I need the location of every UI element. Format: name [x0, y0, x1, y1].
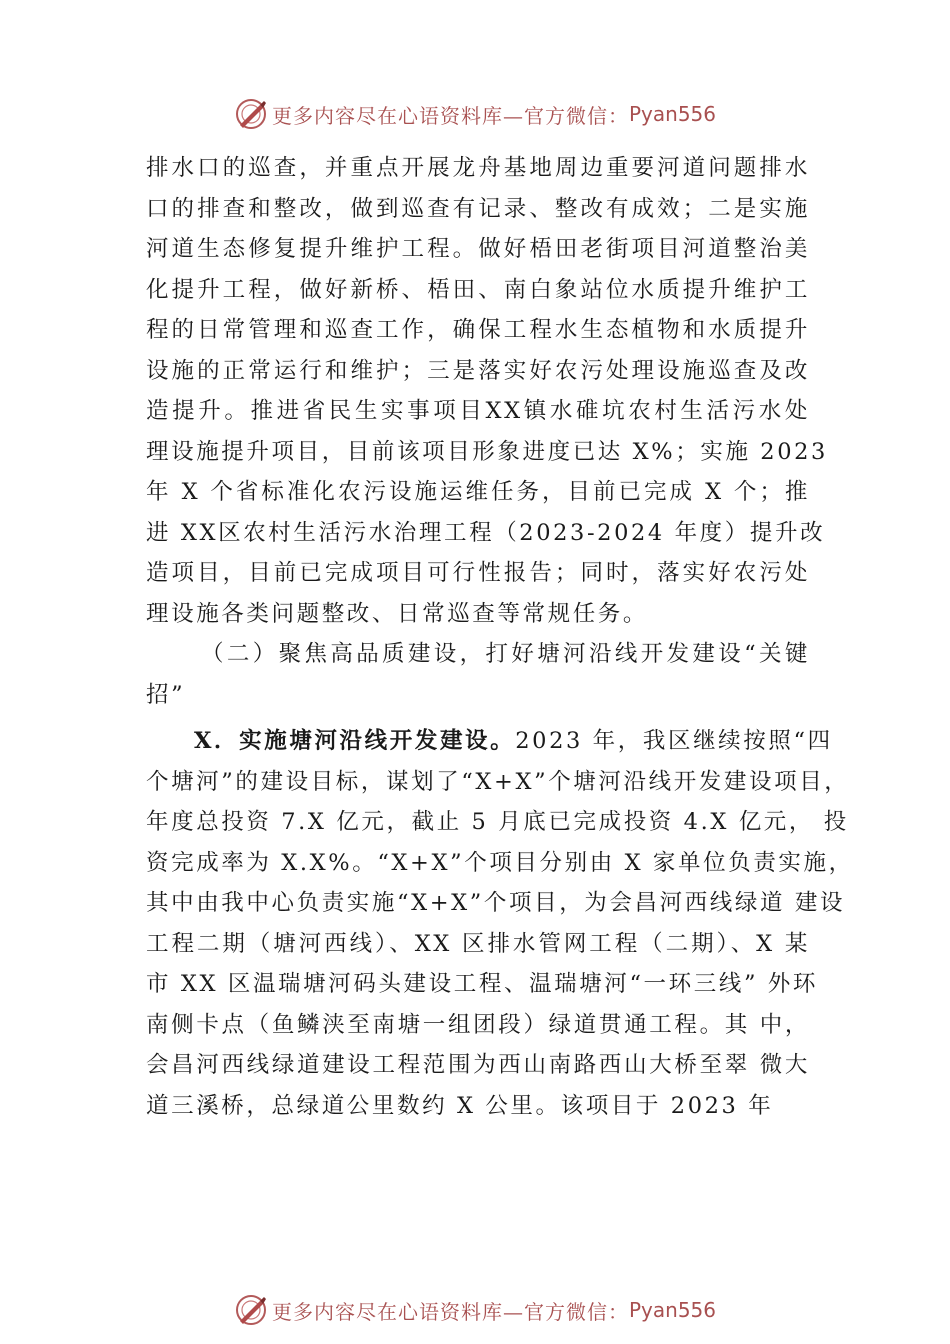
text-line: 南侧卡点（鱼鳞浃至南塘一组团段）绿道贯通工程。其 中， — [146, 1011, 810, 1038]
text-line: 造提升。推进省民生实事项目XX镇水碓坑农村生活污水处 — [146, 398, 810, 424]
text-line: 个塘河”的建设目标，谋划了“X+X”个塘河沿线开发建设项目， — [146, 768, 850, 795]
heading-line: （二）聚焦高品质建设，打好塘河沿线开发建设“关键 — [201, 641, 810, 667]
text-line: 口的排查和整改，做到巡查有记录、整改有成效；二是实施 — [146, 195, 810, 222]
pen-seal-logo-icon — [234, 1293, 268, 1327]
text-line: 排水口的巡查，并重点开展龙舟基地周边重要河道问题排水 — [146, 155, 810, 181]
pen-seal-logo-icon — [234, 97, 268, 131]
text-line: 进 XX区农村生活污水治理工程（2023-2024 年度）提升改 — [146, 519, 826, 546]
document-body — [146, 148, 854, 1126]
text-line: 道三溪桥，总绿道公里数约 X 公里。该项目于 2023 年 — [146, 1092, 774, 1119]
text-line: 河道生态修复提升维护工程。做好梧田老街项目河道整治美 — [146, 236, 810, 262]
paragraph-drainage — [146, 148, 828, 634]
text-line: 理设施提升项目，目前该项目形象进度已达 X%；实施 2023 — [146, 438, 828, 465]
footer-banner — [0, 1288, 950, 1332]
text-line: 工程二期（塘河西线）、XX 区排水管网工程（二期）、X 某 — [146, 930, 810, 957]
header-banner-text: 更多内容尽在心语资料库—官方微信： — [271, 103, 629, 128]
footer-banner-wechat-id: Pyan556 — [628, 1298, 716, 1322]
text-line: 年度总投资 7.X 亿元，截止 5 月底已完成投资 4.X 亿元， 投 — [146, 809, 849, 835]
section-heading-2 — [146, 634, 810, 715]
text-line: 程的日常管理和巡查工作，确保工程水生态植物和水质提升 — [146, 317, 810, 343]
subsection-title: X．实施塘河沿线开发建设。 — [194, 728, 516, 754]
header-banner-wechat-id: Pyan556 — [628, 102, 716, 126]
text-line: 其中由我中心负责实施“X+X”个项目，为会昌河西线绿道 建设 — [146, 890, 846, 916]
text-line — [146, 721, 833, 762]
text-line: 理设施各类问题整改、日常巡查等常规任务。 — [146, 600, 649, 627]
paragraph-tanghe-development — [146, 721, 854, 1126]
subsection-lead-text: 2023 年，我区继续按照“四 — [515, 728, 833, 754]
text-line: 年 X 个省标准化农污设施运维任务，目前已完成 X 个；推 — [146, 479, 810, 505]
text-line: 市 XX 区温瑞塘河码头建设工程、温瑞塘河“一环三线” 外环 — [146, 971, 818, 997]
text-line: 造项目，目前已完成项目可行性报告；同时，落实好农污处 — [146, 560, 810, 586]
text-line: 资完成率为 X.X%。“X+X”个项目分别由 X 家单位负责实施， — [146, 849, 854, 876]
text-line: 设施的正常运行和维护；三是落实好农污处理设施巡查及改 — [146, 357, 810, 384]
header-banner — [0, 92, 950, 136]
text-line: 化提升工程，做好新桥、梧田、南白象站位水质提升维护工 — [146, 276, 810, 303]
footer-banner-text: 更多内容尽在心语资料库—官方微信： — [271, 1299, 629, 1324]
text-line: 会昌河西线绿道建设工程范围为西山南路西山大桥至翠 微大 — [146, 1052, 810, 1078]
heading-line: 招” — [146, 681, 186, 708]
